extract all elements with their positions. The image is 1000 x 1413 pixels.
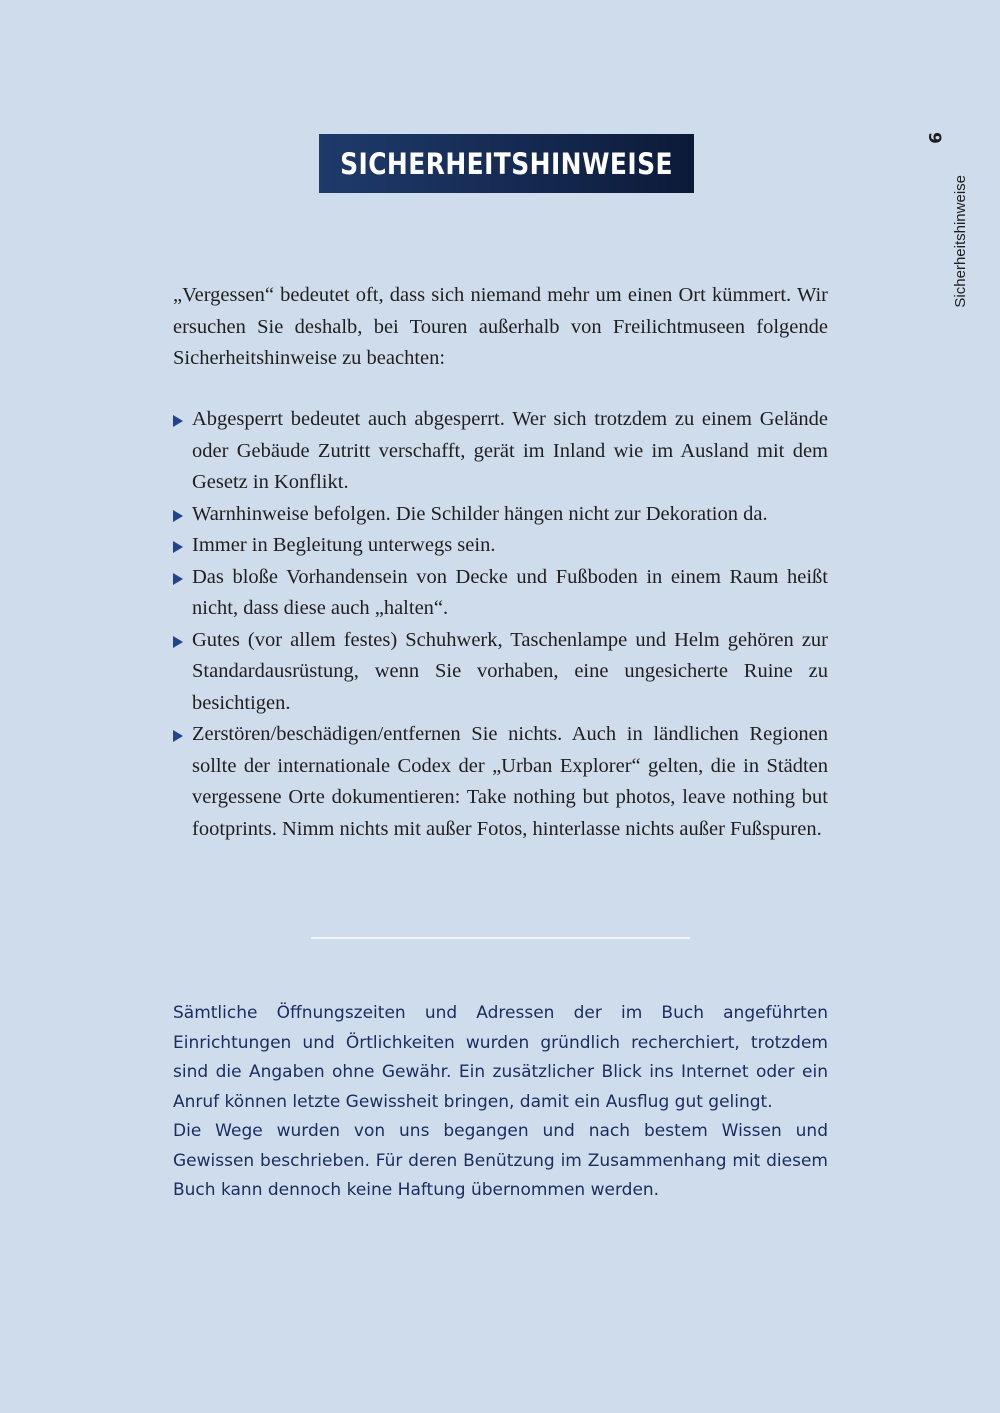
section-divider [311, 937, 690, 939]
title-banner [319, 134, 694, 193]
list-item [173, 719, 828, 845]
list-item [173, 530, 828, 562]
list-item [173, 562, 828, 625]
list-item-text: Das bloße Vorhandensein von Decke und Fußboden in einem Raum heißt nicht, dass diese auch „halten“. [192, 565, 828, 619]
list-item-text: Zerstören/beschädigen/entfernen Sie nichts. Auch in ländlichen Regionen sollte der internationale Codex der „Urban Explorer“ gelten, die in Städten vergessene Orte dokumentieren: Take nothing but photos, leave nothing but footprints. Nimm nichts mit außer Fotos, hinterlasse nichts außer Fußspuren. [192, 723, 828, 840]
disclaimer-paragraph-2: Die Wege wurden von uns begangen und nach bestem Wissen und Gewissen beschrieben. Für deren Benützung im Zusammenhang mit diesem Buch kann dennoch keine Haftung übernommen werden. [173, 1121, 828, 1200]
running-header: Sicherheitshinweise [952, 175, 969, 308]
disclaimer-notice [173, 999, 828, 1206]
list-item [173, 404, 828, 499]
triangle-bullet-icon [173, 573, 183, 585]
triangle-bullet-icon [173, 541, 183, 553]
safety-list [173, 404, 828, 845]
triangle-bullet-icon [173, 636, 183, 648]
page-number: 9 [924, 132, 944, 144]
triangle-bullet-icon [173, 730, 183, 742]
page-title: SICHERHEITSHINWEISE [340, 146, 673, 181]
intro-paragraph: „Vergessen“ bedeutet oft, dass sich niemand mehr um einen Ort kümmert. Wir ersuchen Sie deshalb, bei Touren außerhalb von Freilichtmuseen folgende Sicherheitshinweise zu beachten: [173, 284, 828, 369]
triangle-bullet-icon [173, 510, 183, 522]
list-item-text: Abgesperrt bedeutet auch abgesperrt. Wer sich trotzdem zu einem Gelände oder Gebäude Zutritt verschafft, gerät im Inland wie im Ausland mit dem Gesetz in Konflikt. [192, 408, 828, 493]
list-item-text: Gutes (vor allem festes) Schuhwerk, Taschenlampe und Helm gehören zur Standardausrüstung, wenn Sie vorhaben, eine ungesicherte Ruine zu besichtigen. [192, 628, 828, 714]
list-item-text: Immer in Begleitung unterwegs sein. [192, 534, 496, 556]
list-item [173, 499, 828, 531]
list-item [173, 625, 828, 720]
list-item-text: Warnhinweise befolgen. Die Schilder hängen nicht zur Dekoration da. [192, 502, 768, 525]
disclaimer-paragraph-1: Sämtliche Öffnungszeiten und Adressen der im Buch angeführten Einrichtungen und Örtlichkeiten wurden gründlich recherchiert, trotzdem sind die Angaben ohne Gewähr. Ein zusätzlicher Blick ins Internet oder ein Anruf können letzte Gewissheit bringen, damit ein Ausflug gut gelingt. [173, 1003, 828, 1112]
triangle-bullet-icon [173, 415, 183, 427]
